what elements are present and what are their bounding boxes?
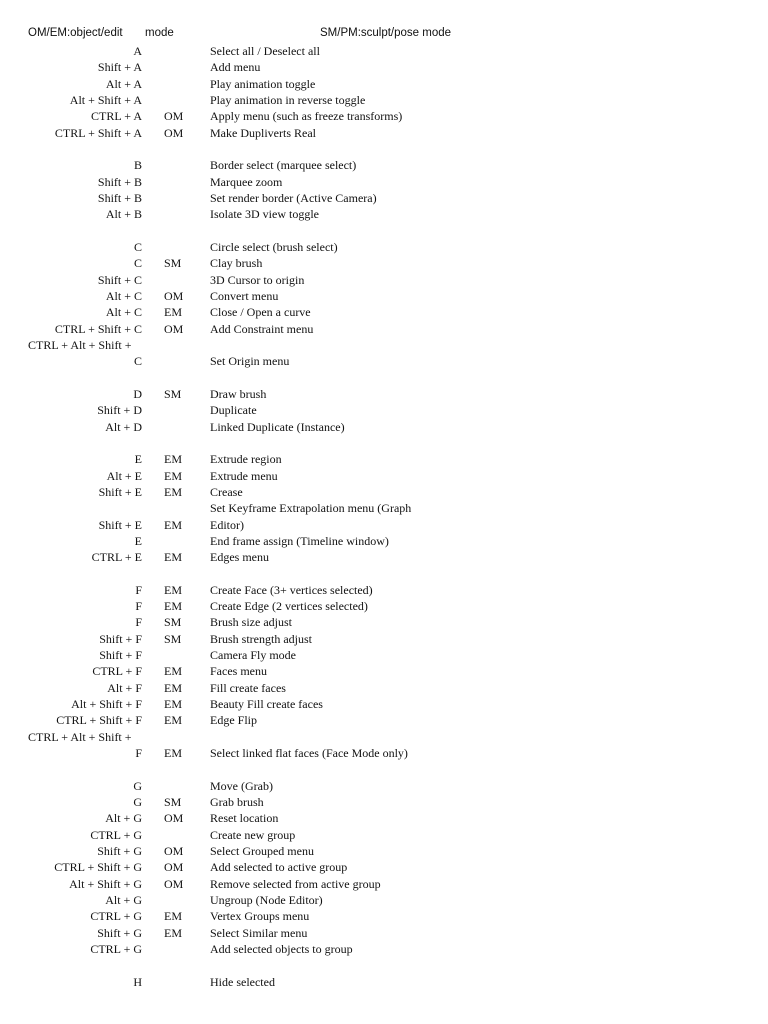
shortcut-description: Circle select (brush select) bbox=[210, 239, 338, 254]
shortcut-row bbox=[0, 843, 768, 859]
shortcut-key: CTRL + E bbox=[91, 550, 142, 565]
header-keys-label: OM/EM:object/edit bbox=[28, 27, 123, 39]
shortcut-row bbox=[0, 876, 768, 892]
shortcut-description: Vertex Groups menu bbox=[210, 909, 310, 924]
shortcut-row bbox=[0, 696, 768, 712]
shortcut-description: Add Constraint menu bbox=[210, 321, 314, 336]
shortcut-mode: EM bbox=[164, 713, 182, 728]
shortcut-row bbox=[0, 59, 768, 75]
shortcut-description: Fill create faces bbox=[210, 680, 286, 695]
shortcut-row bbox=[0, 337, 768, 370]
shortcut-key: F bbox=[135, 582, 142, 597]
shortcut-key: CTRL + Shift + A bbox=[54, 125, 142, 140]
shortcut-row bbox=[0, 827, 768, 843]
shortcut-mode: EM bbox=[164, 550, 182, 565]
spacer-row bbox=[0, 957, 768, 973]
shortcut-key: Alt + Shift + A bbox=[69, 92, 142, 107]
shortcut-description: Edges menu bbox=[210, 550, 269, 565]
shortcut-row bbox=[0, 582, 768, 598]
shortcut-key: Shift + E bbox=[98, 484, 142, 499]
shortcut-description: Faces menu bbox=[210, 664, 267, 679]
shortcut-key: Alt + C bbox=[105, 305, 142, 320]
shortcut-description-line1: Set Keyframe Extrapolation menu (Graph bbox=[210, 501, 412, 516]
shortcut-key-line2: F bbox=[135, 746, 142, 761]
shortcut-description: Play animation toggle bbox=[210, 76, 316, 91]
shortcut-description-line2: Editor) bbox=[210, 517, 244, 532]
shortcut-description: Linked Duplicate (Instance) bbox=[210, 419, 345, 434]
shortcut-mode: OM bbox=[164, 109, 184, 124]
shortcut-description: Apply menu (such as freeze transforms) bbox=[210, 109, 403, 124]
shortcut-row bbox=[0, 419, 768, 435]
shortcut-key: Shift + G bbox=[97, 844, 142, 859]
shortcut-row bbox=[0, 647, 768, 663]
shortcut-row bbox=[0, 729, 768, 762]
shortcut-description: Move (Grab) bbox=[210, 778, 273, 793]
shortcut-mode: EM bbox=[164, 909, 182, 924]
shortcut-key: G bbox=[133, 795, 142, 810]
shortcut-key-line2: Shift + E bbox=[98, 517, 142, 532]
shortcut-mode: SM bbox=[164, 615, 182, 630]
shortcut-key: C bbox=[133, 256, 142, 271]
shortcut-description: Draw brush bbox=[210, 386, 267, 401]
shortcut-key: Shift + G bbox=[97, 925, 142, 940]
shortcut-mode: EM bbox=[164, 925, 182, 940]
shortcut-mode: EM bbox=[164, 599, 182, 614]
shortcut-description: Remove selected from active group bbox=[210, 876, 381, 891]
shortcut-mode: EM bbox=[164, 484, 182, 499]
shortcut-row bbox=[0, 174, 768, 190]
shortcut-description: Set render border (Active Camera) bbox=[210, 190, 377, 205]
shortcut-description: Select linked flat faces (Face Mode only) bbox=[210, 746, 408, 761]
shortcut-mode: SM bbox=[164, 256, 182, 271]
shortcut-key: Alt + A bbox=[105, 76, 142, 91]
shortcut-row bbox=[0, 255, 768, 271]
shortcut-key: Alt + Shift + G bbox=[69, 876, 142, 891]
shortcut-list bbox=[0, 43, 768, 990]
shortcut-key: CTRL + G bbox=[90, 909, 142, 924]
shortcut-key: Alt + F bbox=[107, 680, 142, 695]
shortcut-row bbox=[0, 549, 768, 565]
shortcut-description: Brush size adjust bbox=[210, 615, 292, 630]
shortcut-row bbox=[0, 321, 768, 337]
shortcut-row bbox=[0, 892, 768, 908]
shortcut-description: Duplicate bbox=[210, 403, 257, 418]
shortcut-row bbox=[0, 680, 768, 696]
shortcut-description: Play animation in reverse toggle bbox=[210, 92, 366, 107]
shortcut-row bbox=[0, 794, 768, 810]
shortcut-key: A bbox=[133, 44, 142, 58]
shortcut-mode: OM bbox=[164, 321, 184, 336]
shortcut-key: Shift + A bbox=[97, 60, 142, 75]
shortcut-mode: EM bbox=[164, 746, 182, 761]
shortcut-row bbox=[0, 43, 768, 59]
shortcut-description: Isolate 3D view toggle bbox=[210, 207, 319, 222]
shortcut-key: CTRL + Shift + C bbox=[54, 321, 142, 336]
shortcut-description: Edge Flip bbox=[210, 713, 257, 728]
shortcut-row bbox=[0, 76, 768, 92]
shortcut-mode: EM bbox=[164, 680, 182, 695]
shortcut-row bbox=[0, 402, 768, 418]
shortcut-mode: EM bbox=[164, 582, 182, 597]
shortcut-description: Clay brush bbox=[210, 256, 263, 271]
shortcut-key: CTRL + Shift + F bbox=[56, 713, 142, 728]
shortcut-key: Alt + D bbox=[105, 419, 142, 434]
header-mode-label: mode bbox=[145, 27, 174, 39]
shortcut-key: Alt + G bbox=[105, 893, 142, 908]
shortcut-description: Crease bbox=[210, 484, 243, 499]
shortcut-row bbox=[0, 239, 768, 255]
shortcut-row bbox=[0, 533, 768, 549]
shortcut-description: Reset location bbox=[210, 811, 279, 826]
shortcut-row bbox=[0, 941, 768, 957]
shortcut-key: CTRL + Shift + G bbox=[54, 860, 142, 875]
shortcut-description: Close / Open a curve bbox=[210, 305, 311, 320]
shortcut-row bbox=[0, 859, 768, 875]
shortcut-key: Alt + C bbox=[105, 288, 142, 303]
shortcut-mode: EM bbox=[164, 468, 182, 483]
shortcut-key: E bbox=[134, 533, 142, 548]
shortcut-row bbox=[0, 304, 768, 320]
shortcut-key: Alt + G bbox=[105, 811, 142, 826]
shortcut-description: Ungroup (Node Editor) bbox=[210, 893, 323, 908]
shortcut-row bbox=[0, 908, 768, 924]
shortcut-description: Extrude region bbox=[210, 452, 282, 467]
shortcut-key: H bbox=[133, 974, 142, 989]
shortcut-mode: OM bbox=[164, 811, 184, 826]
shortcut-key: CTRL + G bbox=[90, 942, 142, 957]
shortcut-description: Marquee zoom bbox=[210, 174, 283, 189]
shortcut-key: F bbox=[135, 599, 142, 614]
shortcut-key: Alt + Shift + F bbox=[71, 697, 142, 712]
shortcut-mode: OM bbox=[164, 876, 184, 891]
shortcut-description: Hide selected bbox=[210, 974, 275, 989]
shortcut-row bbox=[0, 925, 768, 941]
shortcut-key: Shift + F bbox=[99, 648, 142, 663]
shortcut-key: Alt + B bbox=[105, 207, 142, 222]
shortcut-description: Create new group bbox=[210, 827, 296, 842]
shortcut-row bbox=[0, 598, 768, 614]
shortcut-row bbox=[0, 157, 768, 173]
shortcut-key: Shift + B bbox=[97, 174, 142, 189]
shortcut-key-line1: CTRL + Alt + Shift + bbox=[28, 729, 132, 744]
shortcut-mode: SM bbox=[164, 795, 182, 810]
shortcut-row bbox=[0, 484, 768, 500]
header-sculpt-label: SM/PM:sculpt/pose mode bbox=[320, 27, 452, 39]
shortcut-key: Shift + C bbox=[97, 272, 142, 287]
shortcut-row bbox=[0, 92, 768, 108]
shortcut-row bbox=[0, 712, 768, 728]
shortcut-description: Create Face (3+ vertices selected) bbox=[210, 582, 373, 597]
shortcut-description: Add menu bbox=[210, 60, 261, 75]
shortcut-description: Select Similar menu bbox=[210, 925, 308, 940]
shortcut-mode: SM bbox=[164, 631, 182, 646]
shortcut-key-line2: C bbox=[133, 354, 142, 369]
shortcut-mode: SM bbox=[164, 386, 182, 401]
shortcut-description: Create Edge (2 vertices selected) bbox=[210, 599, 368, 614]
shortcut-description: Extrude menu bbox=[210, 468, 278, 483]
shortcut-key: D bbox=[133, 386, 142, 401]
shortcut-mode: EM bbox=[164, 517, 182, 532]
shortcut-row bbox=[0, 288, 768, 304]
shortcut-mode: OM bbox=[164, 125, 184, 140]
shortcut-mode: OM bbox=[164, 844, 184, 859]
column-header bbox=[0, 27, 768, 43]
shortcut-description: End frame assign (Timeline window) bbox=[210, 533, 389, 548]
shortcut-mode: EM bbox=[164, 664, 182, 679]
shortcut-key: B bbox=[133, 158, 142, 173]
shortcut-description: Make Dupliverts Real bbox=[210, 125, 316, 140]
shortcut-key: Shift + D bbox=[97, 403, 142, 418]
shortcut-key: CTRL + A bbox=[91, 109, 142, 124]
shortcut-mode: OM bbox=[164, 288, 184, 303]
shortcut-row bbox=[0, 631, 768, 647]
shortcut-mode: OM bbox=[164, 860, 184, 875]
shortcut-key: CTRL + F bbox=[92, 664, 142, 679]
shortcut-key: E bbox=[134, 452, 142, 467]
shortcut-key: C bbox=[133, 239, 142, 254]
spacer-row bbox=[0, 435, 768, 451]
shortcut-key: CTRL + G bbox=[90, 827, 142, 842]
shortcut-key-line1: CTRL + Alt + Shift + bbox=[28, 337, 132, 352]
shortcut-row bbox=[0, 190, 768, 206]
shortcut-key: Shift + F bbox=[99, 631, 142, 646]
shortcut-description: Beauty Fill create faces bbox=[210, 697, 323, 712]
shortcut-description: Grab brush bbox=[210, 795, 264, 810]
shortcut-description: Brush strength adjust bbox=[210, 631, 312, 646]
shortcut-row bbox=[0, 386, 768, 402]
shortcut-mode: EM bbox=[164, 452, 182, 467]
shortcut-row bbox=[0, 500, 768, 533]
shortcut-description: Select all / Deselect all bbox=[210, 44, 320, 58]
shortcut-row bbox=[0, 108, 768, 124]
shortcut-row bbox=[0, 663, 768, 679]
shortcut-description: Add selected objects to group bbox=[210, 942, 353, 957]
spacer-row bbox=[0, 566, 768, 582]
shortcut-row bbox=[0, 974, 768, 990]
shortcut-row bbox=[0, 206, 768, 222]
shortcut-key: Shift + B bbox=[97, 190, 142, 205]
shortcut-description: Convert menu bbox=[210, 288, 279, 303]
shortcut-row bbox=[0, 451, 768, 467]
shortcut-description: Camera Fly mode bbox=[210, 648, 296, 663]
shortcut-row bbox=[0, 272, 768, 288]
shortcut-row bbox=[0, 778, 768, 794]
spacer-row bbox=[0, 223, 768, 239]
shortcut-description: Add selected to active group bbox=[210, 860, 348, 875]
shortcut-key: Alt + E bbox=[106, 468, 142, 483]
shortcut-description: Border select (marquee select) bbox=[210, 158, 357, 173]
shortcut-mode: EM bbox=[164, 697, 182, 712]
spacer-row bbox=[0, 761, 768, 777]
shortcut-row bbox=[0, 810, 768, 826]
spacer-row bbox=[0, 141, 768, 157]
shortcut-description: Set Origin menu bbox=[210, 354, 290, 369]
spacer-row bbox=[0, 370, 768, 386]
shortcut-description: Select Grouped menu bbox=[210, 844, 314, 859]
shortcut-row bbox=[0, 614, 768, 630]
shortcut-row bbox=[0, 125, 768, 141]
shortcut-mode: EM bbox=[164, 305, 182, 320]
shortcut-key: F bbox=[135, 615, 142, 630]
shortcut-row bbox=[0, 468, 768, 484]
shortcut-key: G bbox=[133, 778, 142, 793]
shortcut-description: 3D Cursor to origin bbox=[210, 272, 305, 287]
